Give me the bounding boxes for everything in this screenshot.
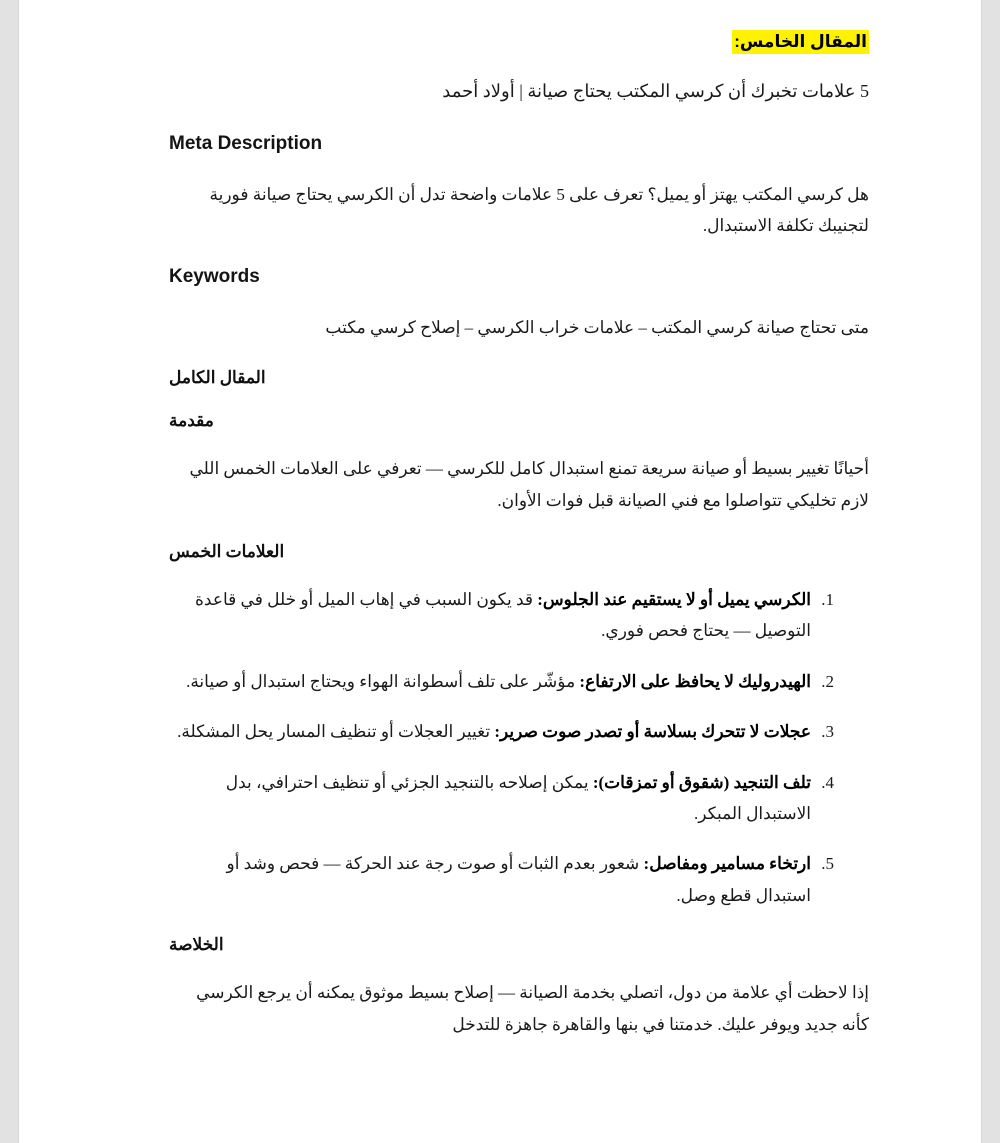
meta-description-heading: Meta Description — [169, 132, 323, 154]
conclusion-body: إذا لاحظت أي علامة من دول، اتصلي بخدمة الصيانة — إصلاح بسيط موثوق يمكنه أن يرجع الكرسي كأنه جديد ويوفر عليك. خدمتنا في بنها والقاهرة جاهزة للتدخل — [196, 983, 869, 1034]
sign-lead: عجلات لا تتحرك بسلاسة أو تصدر صوت صرير: — [494, 722, 811, 742]
page-title: 5 علامات تخبرك أن كرسي المكتب يحتاج صيانة | أولاد أحمد — [442, 81, 869, 101]
document-page — [19, 0, 981, 1143]
sign-lead: الكرسي يميل أو لا يستقيم عند الجلوس: — [537, 589, 811, 609]
introduction-heading: مقدمة — [169, 411, 214, 431]
document-content — [169, 30, 869, 1064]
sign-rest: تغيير العجلات أو تنظيف المسار يحل المشكلة. — [177, 722, 495, 742]
five-signs-heading: العلامات الخمس — [169, 542, 285, 562]
keywords-body: متى تحتاج صيانة كرسي المكتب – علامات خراب الكرسي – إصلاح كرسي مكتب — [325, 318, 869, 338]
sign-lead: الهيدروليك لا يحافظ على الارتفاع: — [579, 671, 811, 691]
list-item — [169, 716, 817, 747]
sign-rest: يمكن إصلاحه بالتنجيد الجزئي أو تنظيف احترافي، بدل الاستبدال المبكر. — [225, 772, 811, 824]
signs-list — [169, 584, 869, 912]
list-item — [169, 767, 817, 830]
sign-lead: تلف التنجيد (شقوق أو تمزقات): — [592, 772, 811, 792]
list-item — [169, 584, 817, 647]
sign-rest: شعور بعدم الثبات أو صوت رجة عند الحركة — فحص وشد أو استبدال قطع وصل. — [226, 854, 811, 905]
article-label-row — [169, 30, 869, 56]
sign-rest: مؤشّر على تلف أسطوانة الهواء ويحتاج استبدال أو صيانة. — [186, 671, 580, 691]
article-label-highlighted: المقال الخامس: — [732, 30, 869, 54]
sign-lead: ارتخاء مسامير ومفاصل: — [643, 854, 811, 874]
introduction-body: أحيانًا تغيير بسيط أو صيانة سريعة تمنع استبدال كامل للكرسي — تعرفي على العلامات الخمس اللي لازم تخليكي تتواصلوا مع فني الصيانة قبل فوات الأوان. — [189, 459, 869, 510]
sign-rest: قد يكون السبب في إهاب الميل أو خلل في قاعدة التوصيل — يحتاج فحص فوري. — [195, 589, 811, 641]
conclusion-heading: الخلاصة — [169, 935, 224, 955]
meta-description-body: هل كرسي المكتب يهتز أو يميل؟ تعرف على 5 علامات واضحة تدل أن الكرسي يحتاج صيانة فورية لتجنيبك تكلفة الاستبدال. — [209, 184, 869, 236]
full-article-heading: المقال الكامل — [169, 367, 266, 387]
list-item — [169, 666, 817, 697]
keywords-heading: Keywords — [169, 266, 260, 288]
list-item — [169, 848, 817, 911]
